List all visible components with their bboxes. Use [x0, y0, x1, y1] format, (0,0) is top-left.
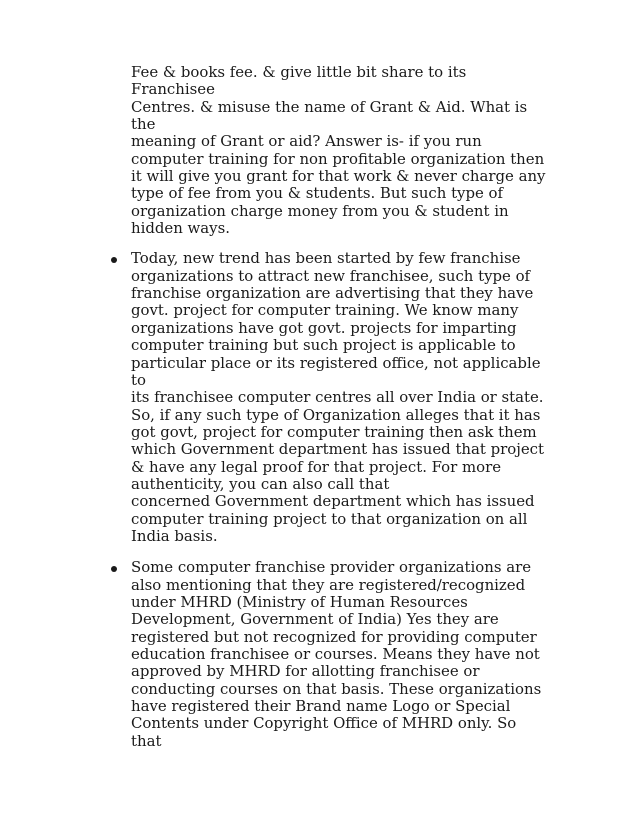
bullet-dot-icon	[111, 257, 117, 263]
bullet-item-mhrd	[131, 559, 551, 750]
bullet-item-govt-project	[131, 250, 551, 545]
document-body	[131, 64, 551, 764]
continuation-paragraph: Fee & books fee. & give little bit share to its Franchisee Centres. & misuse the name of Grant & Aid. What is the meaning of Grant or aid? Answer is- if you run computer training for non profitable organization then it will give you grant for that work & never charge any type of fee from you & students. But such type of organization charge money from you & student in hidden ways.	[131, 63, 546, 238]
bullet-dot-icon	[111, 566, 117, 572]
bullet-text: Some computer franchise provider organizations are also mentioning that they are registered/recognized under MHRD (Ministry of Human Resources Development, Government of India) Yes they are registered but not recognized for providing computer education franchisee or courses. Means they have not approved by MHRD for allotting franchisee or conducting courses on that basis. These organizations have registered their Brand name Logo or Special Contents under Copyright Office of MHRD only. So that	[131, 558, 542, 750]
bullet-list	[131, 250, 551, 750]
bullet-text: Today, new trend has been started by few franchise organizations to attract new franchisee, such type of franchise organization are advertising that they have govt. project for computer training. We know many organizations have got govt. projects for imparting computer training but such project is applicable to particular place or its registered office, not applicable to its franchisee computer centres all over India or state. So, if any such type of Organization alleges that it has got govt, project for computer training then ask them which Government department has issued that project & have any legal proof for that project. For more authenticity, you can also call that concerned Government department which has issued computer training project to that organization on all India basis.	[131, 249, 544, 545]
